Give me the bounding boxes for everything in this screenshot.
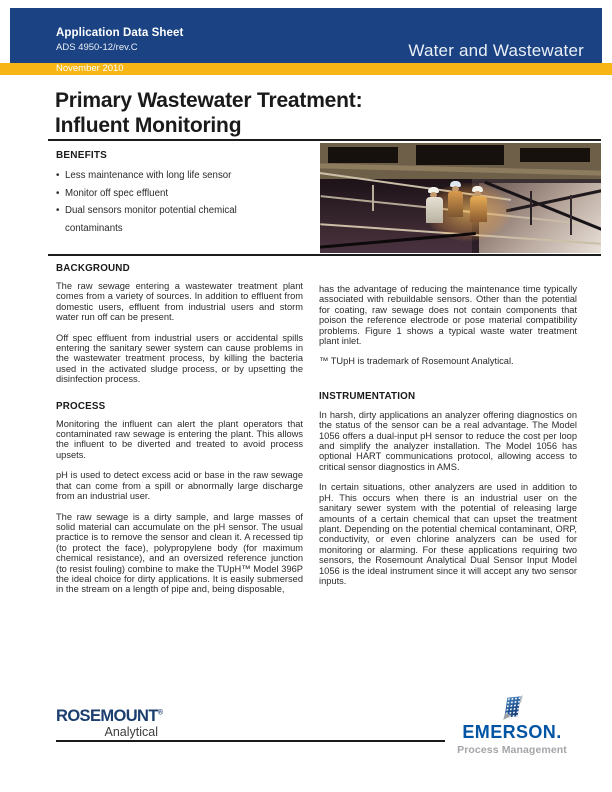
background-heading: BACKGROUND xyxy=(56,263,130,274)
emerson-diamond-icon xyxy=(499,694,525,721)
rosemount-logo xyxy=(56,707,163,739)
emerson-icon-fold-bottom xyxy=(503,713,511,721)
title-rule xyxy=(48,139,601,141)
trademark-footnote: ™ TUpH is trademark of Rosemount Analytical. xyxy=(319,356,514,367)
background-paragraph: Off spec effluent from industrial users or accidental spills entering the sanitary sewer system can cause problems in the wastewater treatment process, by killing the bacteria used in the activated sludge process, or by upsetting the disinfection process. xyxy=(56,332,303,385)
photo-basin-slot xyxy=(520,148,590,162)
registered-mark: ® xyxy=(157,709,163,717)
rosemount-wordmark xyxy=(56,707,163,726)
emerson-wordmark: EMERSON. xyxy=(462,722,562,742)
worker-body xyxy=(470,196,487,222)
benefit-item: • Monitor off spec effluent xyxy=(56,185,288,203)
right-column xyxy=(319,263,577,596)
benefit-item: • Less maintenance with long life sensor xyxy=(56,167,288,185)
instrumentation-paragraph: In certain situations, other analyzers are used in addition to pH. This occurs when there is an industrial user on the sanitary sewer system with the potential of releasing large amounts of a certain chemical that can upset the treatment plant. Depending on the potential chemical contaminant, ORP, conductivity, or even chlorine analyzers can be used for monitoring or alarming. For these applications requiring two sensors, the Rosemount Analytical Dual Sensor Input Model 1056 is the ideal instrument since it will accept any two sensor inputs. xyxy=(319,482,577,586)
doc-number: ADS 4950-12/rev.C xyxy=(56,42,138,53)
rosemount-analytical-label: Analytical xyxy=(104,725,158,739)
footer-rule xyxy=(56,740,445,742)
continuation-paragraph: has the advantage of reducing the maintenance time typically associated with rebuildable sensors. Other than the potential for coating, raw sewage does not contain components that poison the reference electrode or pose material compatibility problems. Figure 1 shows a typical waste water treatment plant inlet. xyxy=(319,284,577,347)
category-title: Water and Wastewater xyxy=(408,41,584,60)
page-title-line1: Primary Wastewater Treatment: xyxy=(55,89,363,112)
section-divider xyxy=(48,254,601,256)
treatment-plant-photo xyxy=(320,143,601,253)
benefits-heading: BENEFITS xyxy=(56,150,108,161)
photo-railing-post xyxy=(530,191,532,225)
rosemount-name: ROSEMOUNT xyxy=(56,707,158,725)
emerson-process-management-label: Process Management xyxy=(457,744,567,756)
photo-railing-post xyxy=(570,195,572,235)
photo-basin-slot xyxy=(416,145,504,165)
instrumentation-heading: INSTRUMENTATION xyxy=(319,390,416,402)
instrumentation-paragraph: In harsh, dirty applications an analyzer offering diagnostics on the status of the sensor can be a real advantage. The Model 1056 offers a dual-input pH sensor to reduce the cost per loop and simplify the analyzer installation. The Model 1056 has optional HART communications protocol, allowing access to critical sensor diagnostics in AMS. xyxy=(319,409,577,472)
benefits-section xyxy=(56,150,288,237)
photo-railing-post xyxy=(372,185,374,211)
benefit-item: • Dual sensors monitor potential chemical contaminants xyxy=(56,202,288,237)
publication-date: November 2010 xyxy=(56,63,124,74)
worker-body xyxy=(448,191,463,217)
page-title-line2: Influent Monitoring xyxy=(55,114,242,137)
process-paragraph: The raw sewage is a dirty sample, and large masses of solid material can accumulate on the pH sensor. The usual practice is to remove the sensor and clean it. A recessed tip (to protect the face), polypropylene body (for maximum chemical resistance), and an oversized reference junction (to resist fouling) combine to make the TUpH™ Model 396P the ideal choice for dirty applications. It is easily submersed in the stream on a length of pipe and, being disposable, xyxy=(56,511,303,595)
date-band xyxy=(0,63,612,75)
left-column xyxy=(56,263,303,605)
header-bar xyxy=(10,8,602,64)
background-paragraph: The raw sewage entering a wastewater treatment plant comes from a variety of sources. In addition to effluent from domestic users, effluent from industrial users and storm water run off can be present. xyxy=(56,281,303,323)
emerson-logo xyxy=(448,694,576,756)
process-paragraph: Monitoring the influent can alert the plant operators that contaminated raw sewage is entering the plant. This allows the influent to be diverted and treated to avoid process upsets. xyxy=(56,418,303,460)
process-heading: PROCESS xyxy=(56,400,106,412)
doc-type: Application Data Sheet xyxy=(56,27,184,39)
photo-basin-slot xyxy=(328,147,398,163)
worker-body xyxy=(426,197,443,223)
process-paragraph: pH is used to detect excess acid or base in the raw sewage that can come from a spill or abnormally large discharge from an industrial user. xyxy=(56,470,303,502)
page-title xyxy=(55,88,362,138)
